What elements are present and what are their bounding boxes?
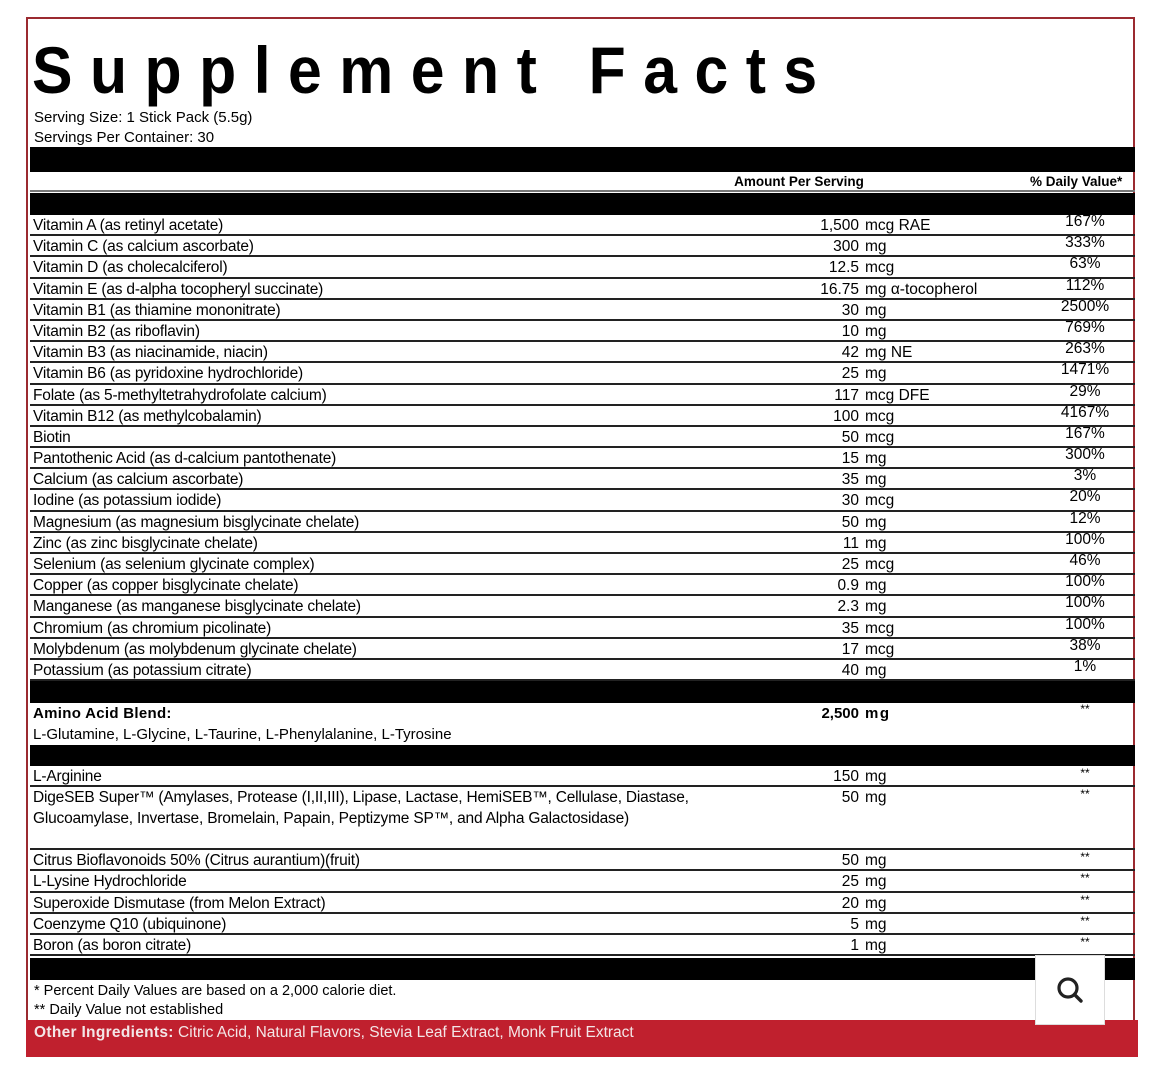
daily-value: 1471% (1060, 361, 1110, 379)
blend-label: Amino Acid Blend: (33, 705, 172, 722)
amount-unit: mg NE (865, 344, 913, 362)
amount-quantity: 50 (841, 428, 859, 446)
daily-value: ** (1080, 913, 1090, 928)
amount-quantity: 10 (841, 322, 859, 340)
table-row (30, 636, 1135, 660)
table-row (30, 596, 1135, 617)
ingredient-name: Chromium (as chromium picolinate) (33, 619, 272, 637)
daily-value: 167% (1065, 424, 1105, 442)
amount-quantity: 15 (841, 450, 859, 468)
ingredient-name: Potassium (as potassium citrate) (33, 661, 252, 679)
amount-unit: mcg DFE (865, 386, 930, 404)
amount-unit: mcg (865, 640, 895, 658)
amount-unit: mg (865, 661, 887, 679)
daily-value: 1% (1073, 657, 1097, 675)
ingredient-name: L-Arginine (33, 768, 102, 785)
amount-unit: mcg (865, 428, 895, 446)
amount-quantity: 40 (841, 661, 859, 679)
amount-unit: mg (865, 513, 887, 531)
divider-bar (30, 745, 1135, 766)
table-row (30, 893, 1135, 914)
amount-unit: mcg (865, 492, 895, 510)
footnotes (34, 982, 396, 1020)
daily-value: 20% (1069, 488, 1101, 506)
table-row (30, 935, 1135, 956)
daily-value: 38% (1069, 636, 1101, 654)
amount-quantity: 117 (834, 386, 859, 404)
amount-unit: mcg RAE (865, 217, 931, 234)
table-row (30, 257, 1135, 278)
ingredient-name: Boron (as boron citrate) (33, 936, 192, 954)
table-row (30, 448, 1135, 469)
amount-unit: mcg (865, 556, 895, 573)
ingredient-name: Manganese (as manganese bisglycinate chelate) (33, 598, 361, 616)
ingredient-name: Vitamin B1 (as thiamine mononitrate) (33, 301, 281, 319)
daily-value: 769% (1065, 318, 1105, 336)
daily-value: 46% (1069, 552, 1101, 569)
amount-quantity: 2.3 (837, 598, 859, 616)
amount-quantity: 50 (841, 852, 859, 870)
table-row (30, 766, 1135, 787)
amount-unit: mcg (865, 259, 895, 277)
amount-unit: mg (865, 768, 887, 785)
daily-value: 333% (1065, 234, 1105, 252)
divider-bar (30, 958, 1135, 980)
amount-unit: mg (865, 936, 887, 954)
table-row (30, 318, 1135, 342)
daily-value-footnote: * Percent Daily Values are based on a 2,000 calorie diet. (34, 983, 397, 999)
table-row (30, 530, 1135, 554)
amount-unit: mg (865, 915, 887, 933)
daily-value: ** (1080, 934, 1090, 949)
daily-value: 63% (1069, 255, 1101, 273)
ingredient-name: Vitamin B3 (as niacinamide, niacin) (33, 344, 268, 362)
daily-value: 167% (1065, 213, 1105, 230)
amount-unit: mg (865, 322, 887, 340)
daily-value: ** (1080, 787, 1090, 802)
amount-unit: mg (865, 534, 887, 552)
table-row (30, 469, 1135, 490)
amount-quantity: 1 (850, 936, 859, 954)
table-row (30, 787, 1135, 850)
ingredient-name: Vitamin A (as retinyl acetate) (33, 217, 224, 234)
amount-quantity: 42 (841, 344, 859, 362)
ingredient-name: Molybdenum (as molybdenum glycinate chelate) (33, 640, 357, 658)
ingredient-name: Calcium (as calcium ascorbate) (33, 471, 244, 489)
panel-title: Supplement Facts (32, 33, 835, 107)
amount-quantity: 30 (841, 492, 859, 510)
ingredient-name: Vitamin B6 (as pyridoxine hydrochloride) (33, 365, 303, 383)
amount-unit: mcg (865, 407, 895, 425)
ingredient-name: Vitamin D (as cholecalciferol) (33, 259, 228, 277)
amount-quantity: 25 (841, 556, 859, 573)
amount-quantity: 12.5 (828, 259, 859, 277)
amount-quantity: 20 (841, 894, 859, 912)
amount-unit: mg α-tocopherol (865, 280, 978, 298)
table-row (30, 615, 1135, 639)
amount-quantity: 25 (841, 873, 859, 891)
ingredient-name: Magnesium (as magnesium bisglycinate chelate) (33, 513, 360, 531)
amount-quantity: 11 (842, 534, 859, 552)
ingredient-name: Selenium (as selenium glycinate complex) (33, 556, 315, 573)
table-row (30, 382, 1135, 406)
amount-quantity: 30 (841, 301, 859, 319)
daily-value: 29% (1069, 382, 1101, 400)
divider-bar (30, 147, 1135, 172)
table-row (30, 363, 1135, 384)
servings-per-container: Servings Per Container: 30 (34, 129, 215, 146)
ingredient-name: Pantothenic Acid (as d-calcium pantothenate) (33, 450, 337, 468)
column-header-row (30, 172, 1135, 192)
daily-value: 2500% (1060, 297, 1110, 315)
ingredient-name: Citrus Bioflavonoids 50% (Citrus aurantium)(fruit) (33, 852, 360, 870)
amount-quantity: 300 (833, 238, 859, 256)
ingredient-name: Vitamin C (as calcium ascorbate) (33, 238, 254, 256)
blend-daily-value: ** (1080, 702, 1090, 716)
ingredient-name: Iodine (as potassium iodide) (33, 492, 222, 510)
amount-unit: mg (865, 238, 887, 256)
ingredient-name: Vitamin B2 (as riboflavin) (33, 322, 200, 340)
daily-value: 100% (1065, 573, 1105, 591)
daily-value: 100% (1065, 594, 1105, 612)
table-row (30, 490, 1135, 511)
blend-unit: mg (865, 705, 891, 722)
amount-unit: mg (865, 789, 887, 807)
daily-value: 300% (1065, 446, 1105, 464)
amount-quantity: 5 (850, 915, 859, 933)
divider-bar (30, 193, 1135, 215)
other-actives-table (30, 766, 1135, 956)
amount-unit: mg (865, 450, 887, 468)
amount-quantity: 150 (833, 768, 859, 785)
serving-size: Serving Size: 1 Stick Pack (5.5g) (34, 109, 253, 126)
magnifier-icon (1055, 975, 1085, 1005)
amount-quantity: 16.75 (820, 280, 859, 298)
daily-value: 112% (1065, 276, 1105, 294)
daily-value: 3% (1073, 467, 1097, 485)
amount-unit: mg (865, 852, 887, 870)
amount-per-serving-header: Amount Per Serving (734, 174, 864, 189)
zoom-image-button[interactable] (1035, 955, 1105, 1025)
table-row (30, 509, 1135, 533)
table-row (30, 403, 1135, 427)
table-row (30, 236, 1135, 257)
daily-value: 263% (1065, 340, 1105, 358)
amino-acid-blend (30, 703, 1135, 745)
amount-quantity: 17 (841, 640, 859, 658)
ingredient-name: Vitamin B12 (as methylcobalamin) (33, 407, 262, 425)
amount-unit: mg (865, 873, 887, 891)
ingredient-name: Vitamin E (as d-alpha tocopheryl succinate) (33, 280, 324, 298)
table-row (30, 342, 1135, 363)
amount-unit: mg (865, 894, 887, 912)
amount-unit: mg (865, 471, 887, 489)
table-row (30, 657, 1135, 681)
ingredient-name: Copper (as copper bisglycinate chelate) (33, 577, 299, 595)
amount-unit: mg (865, 598, 887, 616)
table-row (30, 215, 1135, 236)
ingredient-name: Coenzyme Q10 (ubiquinone) (33, 915, 227, 933)
other-ingredients-label: Other Ingredients: (34, 1024, 174, 1041)
table-row (30, 276, 1135, 300)
table-row (30, 554, 1135, 575)
blend-quantity: 2,500 (821, 705, 859, 722)
other-ingredients-text: Citric Acid, Natural Flavors, Stevia Leaf Extract, Monk Fruit Extract (173, 1024, 634, 1041)
amount-quantity: 1,500 (820, 217, 859, 234)
ingredient-name: Folate (as 5-methyltetrahydrofolate calcium) (33, 386, 327, 404)
amount-unit: mg (865, 577, 887, 595)
blend-ingredients: L-Glutamine, L-Glycine, L-Taurine, L-Phenylalanine, L-Tyrosine (33, 726, 452, 743)
amount-quantity: 50 (841, 789, 859, 807)
table-row (30, 297, 1135, 321)
other-ingredients-bar (26, 1020, 1138, 1057)
amount-quantity: 35 (841, 471, 859, 489)
amount-quantity: 0.9 (837, 577, 859, 595)
daily-value: ** (1080, 892, 1090, 907)
ingredient-name: Zinc (as zinc bisglycinate chelate) (33, 534, 258, 552)
daily-value: 4167% (1060, 403, 1110, 421)
daily-value: ** (1080, 766, 1090, 780)
ingredient-name: DigeSEB Super™ (Amylases, Protease (I,II,III), Lipase, Lactase, HemiSEB™, Cellulase, Diastase, Glucoamylase, Invertase, Bromelain, Papain, Peptizyme SP™, and Alpha Galactosidase) (33, 789, 689, 827)
daily-value: 100% (1065, 530, 1105, 548)
amount-unit: mg (865, 365, 887, 383)
table-row (30, 871, 1135, 892)
amount-quantity: 100 (833, 407, 859, 425)
amount-quantity: 35 (841, 619, 859, 637)
ingredient-name: Superoxide Dismutase (from Melon Extract) (33, 894, 326, 912)
table-row (30, 424, 1135, 448)
nutrient-table (30, 215, 1135, 681)
amount-quantity: 50 (841, 513, 859, 531)
table-row (30, 575, 1135, 596)
amount-unit: mg (865, 301, 887, 319)
daily-value: ** (1080, 850, 1090, 865)
not-established-footnote: ** Daily Value not established (34, 1002, 224, 1018)
daily-value: 12% (1069, 509, 1101, 527)
table-row (30, 850, 1135, 871)
table-row (30, 914, 1135, 935)
daily-value: ** (1080, 871, 1090, 886)
amount-quantity: 25 (841, 365, 859, 383)
amount-unit: mcg (865, 619, 895, 637)
daily-value-header: % Daily Value* (1030, 174, 1123, 189)
ingredient-name: Biotin (33, 428, 71, 446)
daily-value: 100% (1065, 615, 1105, 633)
ingredient-name: L-Lysine Hydrochloride (33, 873, 187, 891)
divider-bar (30, 681, 1135, 703)
